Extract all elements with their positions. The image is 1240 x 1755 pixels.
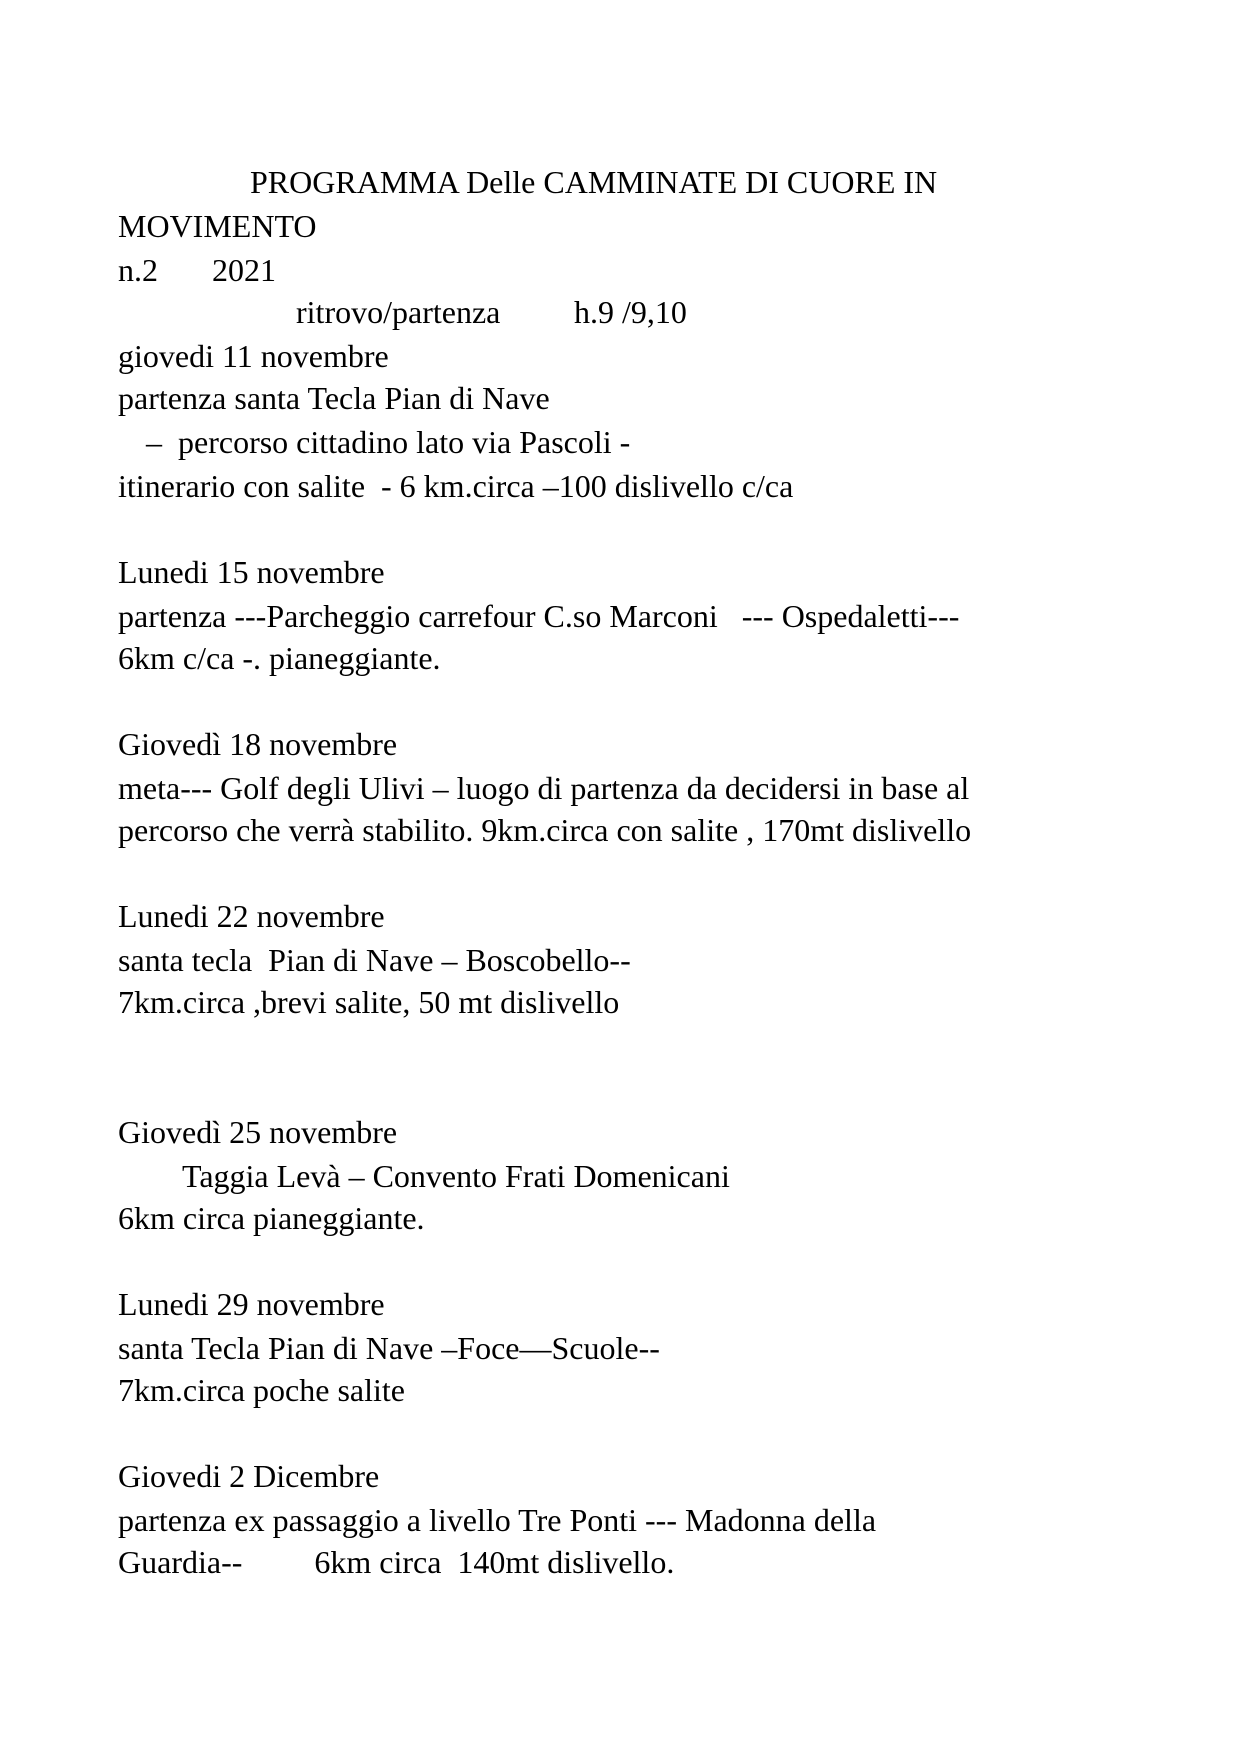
page-title-line-2: MOVIMENTO <box>118 208 317 244</box>
walk-detail: 6km circa pianeggiante. <box>118 1200 425 1236</box>
walk-detail: partenza santa Tecla Pian di Nave <box>118 380 550 416</box>
issue-year: 2021 <box>212 252 276 288</box>
walk-detail: partenza ex passaggio a livello Tre Ponti --- Madonna della <box>118 1502 877 1538</box>
page-title-line-1: PROGRAMMA Delle CAMMINATE DI CUORE IN <box>250 164 938 200</box>
meeting-label: ritrovo/partenza <box>296 294 501 330</box>
walk-date: Lunedi 15 novembre <box>118 554 385 590</box>
walk-detail: meta--- Golf degli Ulivi – luogo di partenza da decidersi in base al <box>118 770 970 806</box>
walk-detail: itinerario con salite - 6 km.circa –100 dislivello c/ca <box>118 468 794 504</box>
walk-detail: 6km c/ca -. pianeggiante. <box>118 640 441 676</box>
walk-date: giovedi 11 novembre <box>118 338 389 374</box>
walk-detail: Taggia Levà – Convento Frati Domenicani <box>182 1158 730 1194</box>
issue-number: n.2 <box>118 252 158 288</box>
walk-detail: Guardia-- 6km circa 140mt dislivello. <box>118 1544 675 1580</box>
walk-detail: 7km.circa poche salite <box>118 1372 405 1408</box>
walk-detail: percorso che verrà stabilito. 9km.circa con salite , 170mt dislivello <box>118 812 972 848</box>
walk-detail: – percorso cittadino lato via Pascoli - <box>146 424 631 460</box>
walk-date: Lunedi 29 novembre <box>118 1286 385 1322</box>
walk-date: Giovedì 18 novembre <box>118 726 398 762</box>
walk-detail: santa tecla Pian di Nave – Boscobello-- <box>118 942 631 978</box>
meeting-time: h.9 /9,10 <box>574 294 687 330</box>
walk-date: Giovedì 25 novembre <box>118 1114 398 1150</box>
walk-date: Giovedi 2 Dicembre <box>118 1458 380 1494</box>
walk-date: Lunedi 22 novembre <box>118 898 385 934</box>
walk-detail: 7km.circa ,brevi salite, 50 mt dislivello <box>118 984 620 1020</box>
walk-detail: santa Tecla Pian di Nave –Foce—Scuole-- <box>118 1330 660 1366</box>
walk-detail: partenza ---Parcheggio carrefour C.so Marconi --- Ospedaletti--- <box>118 598 960 634</box>
